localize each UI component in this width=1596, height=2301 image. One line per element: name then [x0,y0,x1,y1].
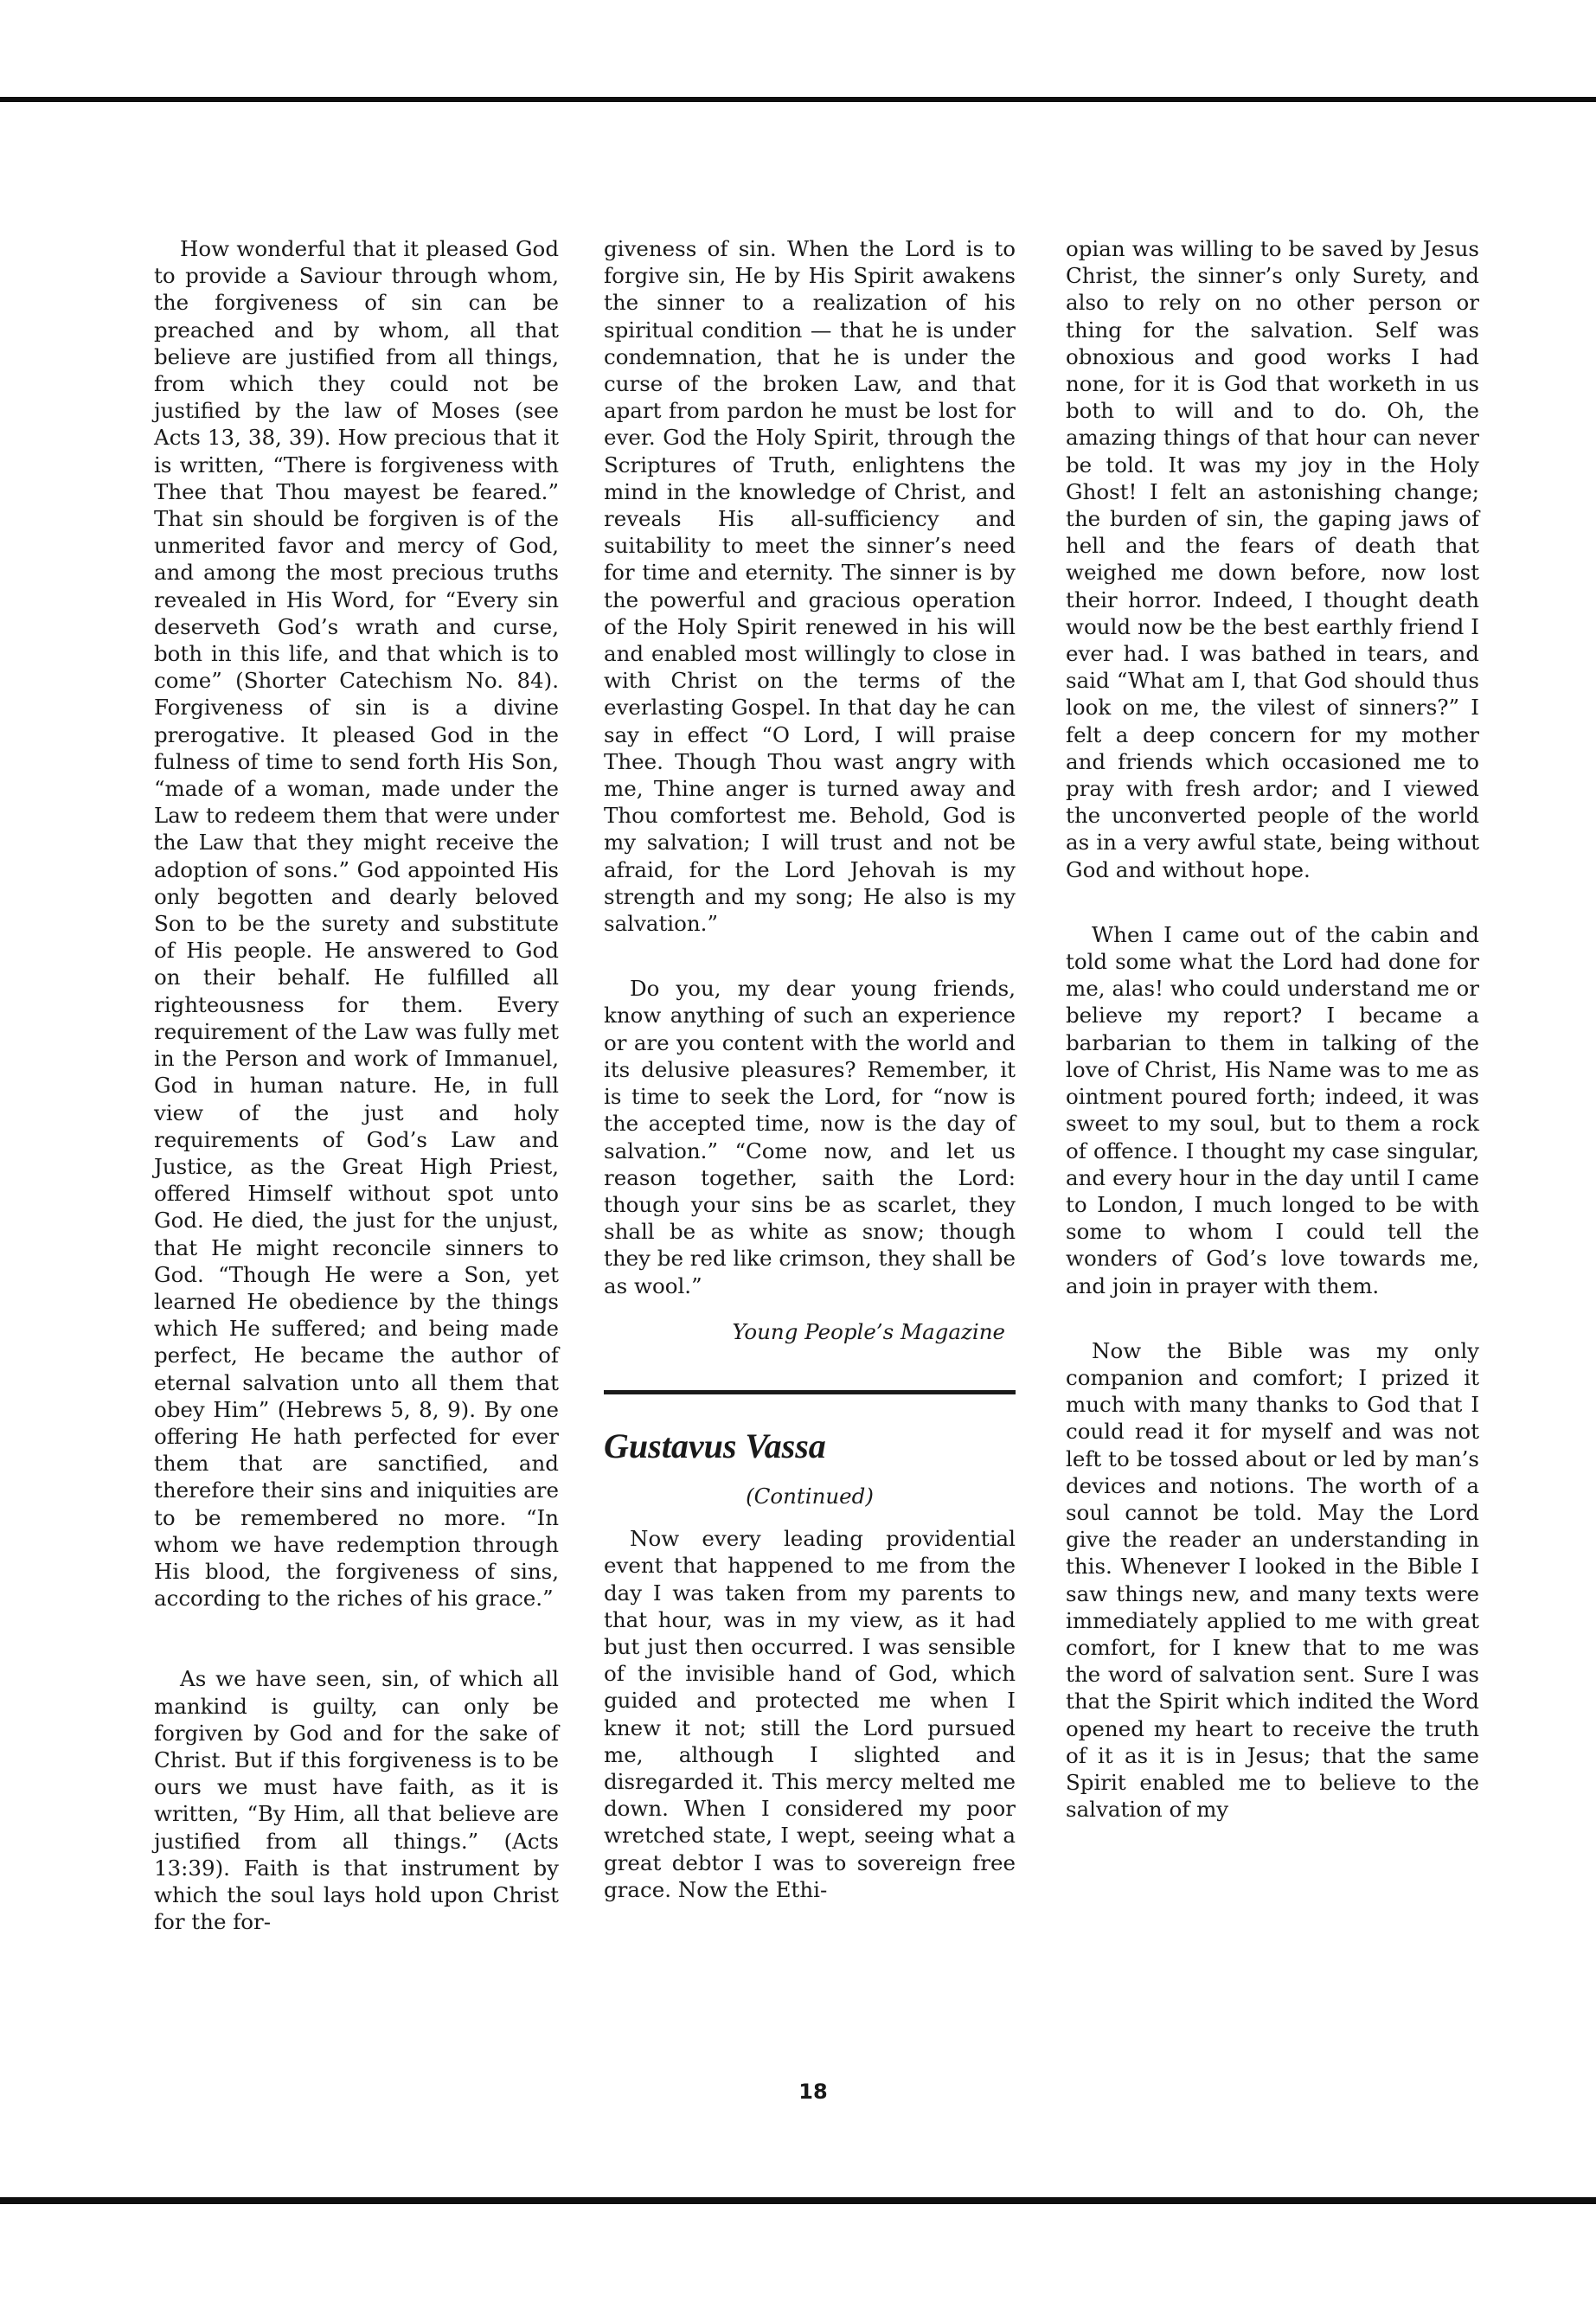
source-byline: Young People’s Magazine [732,1318,1005,1344]
column2-paragraph-3: Now every leading providential event that happened to me from the day I was taken from my parents to that hour, was in my view, as it had but just then occurred. I was sensible of the invisible hand of God, which guided and protected me when I knew it not; still the Lord pursued me, although I slighted and disregarded it. This mercy melted me down. When I considered my poor wretched state, I wept, seeing what a great debtor I was to sovereign free grace. Now the Ethi- [604,1526,1016,1902]
page-number: 18 [798,2080,828,2104]
text-column-3 [1066,235,1479,1823]
column1-paragraph-1: How wonderful that it pleased God to provide a Saviour through whom, the forgiveness of sin can be preached and by whom, all that believe are justified from all things, from which they could not be justified by the law of Moses (see Acts 13, 38, 39). How precious that it is written, “There is forgiveness with Thee that Thou mayest be feared.” That sin should be forgiven is of the unmerited favor and mercy of God, and among the most precious truths revealed in His Word, for “Every sin deserveth God’s wrath and curse, both in this life, and that which is to come” (Shorter Catechism No. 84). Forgiveness of sin is a divine prerogative. It pleased God in the fulness of time to send forth His Son, “made of a woman, made under the Law to redeem them that were under the Law that they might receive the adoption of sons.” God appointed His only begotten and dearly beloved Son to be the surety and substitute of His people. He answered to God on their behalf. He fulfilled all righteousness for them. Every requirement of the Law was fully met in the Person and work of Immanuel, God in human nature. He, in full view of the just and holy requirements of God’s Law and Justice, as the Great High Priest, offered Himself without spot unto God. He died, the just for the unjust, that He might reconcile sinners to God. “Though He were a Son, yet learned He obedience by the things which He suffered; and being made perfect, He became the author of eternal salvation unto all them that obey Him” (Hebrews 5, 8, 9). By one offering He hath perfected for ever them that are sanctified, and therefore their sins and iniquities are to be remembered no more. “In whom we have redemption through His blood, the forgiveness of sins, according to the riches of his grace.” [154,236,559,1612]
section-title: Gustavus Vassa [604,1426,826,1465]
section-divider [604,1390,1016,1394]
column3-paragraph-3: Now the Bible was my only companion and comfort; I prized it much with many thanks to God that I could read it for myself and was not left to be tossed about or led by man’s devices and notions. The worth of a soul cannot be told. May the Lord give the reader an understanding in this. Whenever I looked in the Bible I saw things new, and many texts were immediately applied to me with great comfort, for I knew that to me was the word of salvation sent. Sure I was that the Spirit which indited the Word opened my heart to receive the truth of it as it is in Jesus; that the same Spirit enabled me to believe to the salvation of my [1066,1337,1479,1823]
column2-paragraph-1: giveness of sin. When the Lord is to forgive sin, He by His Spirit awakens the sinner to a realization of his spiritual condition — that he is under condemnation, that he is under the curse of the broken Law, and that apart from pardon he must be lost for ever. God the Holy Spirit, through the Scriptures of Truth, enlightens the mind in the knowledge of Christ, and reveals His all-sufficiency and suitability to meet the sinner’s need for time and eternity. The sinner is by the powerful and gracious operation of the Holy Spirit renewed in his will and enabled most willingly to close in with Christ on the terms of the everlasting Gospel. In that day he can say in effect “O Lord, I will praise Thee. Though Thou wast angry with me, Thine anger is turned away and Thou comfortest me. Behold, God is my salvation; I will trust and not be afraid, for the Lord Jehovah is my strength and my song; He also is my salvation.” [604,236,1016,937]
top-border-rule [0,97,1596,102]
bottom-border-rule [0,2197,1596,2204]
column2-paragraph-2: Do you, my dear young friends, know anything of such an experience or are you content with the world and its delusive pleasures? Remember, it is time to seek the Lord, for “now is the accepted time, now is the day of salvation.” “Come now, and let us reason together, saith the Lord: though your sins be as scarlet, they shall be as white as snow; though they be red like crimson, they shall be as wool.” [604,976,1016,1298]
section-subtitle: (Continued) [746,1483,874,1509]
column1-paragraph-2: As we have seen, sin, of which all mankind is guilty, can only be forgiven by God and for the sake of Christ. But if this forgiveness is to be ours we must have faith, as it is written, “By Him, all that believe are justified from all things.” (Acts 13:39). Faith is that instrument by which the soul lays hold upon Christ for the for- [154,1666,559,1935]
text-column-2 [604,235,1016,1903]
column3-paragraph-2: When I came out of the cabin and told some what the Lord had done for me, alas! who could understand me or believe my report? I became a barbarian to them in talking of the love of Christ, His Name was to me as ointment poured forth; indeed, it was sweet to my soul, but to them a rock of offence. I thought my case singular, and every hour in the day until I came to London, I much longed to be with some to whom I could tell the wonders of God’s love towards me, and join in prayer with them. [1066,921,1479,1298]
column3-paragraph-1: opian was willing to be saved by Jesus Christ, the sinner’s only Surety, and also to rely on no other person or thing for the salvation. Self was obnoxious and good works I had none, for it is God that worketh in us both to will and to do. Oh, the amazing things of that hour can never be told. It was my joy in the Holy Ghost! I felt an astonishing change; the burden of sin, the gaping jaws of hell and the fears of death that weighed me down before, now lost their horror. Indeed, I thought death would now be the best earthly friend I ever had. I was bathed in tears, and said “What am I, that God should thus look on me, the vilest of sinners?” I felt a deep concern for my mother and friends which occasioned me to pray with fresh ardor; and I viewed the unconverted people of the world as in a very awful state, being without God and without hope. [1066,236,1479,882]
text-column-1 [154,235,559,1935]
